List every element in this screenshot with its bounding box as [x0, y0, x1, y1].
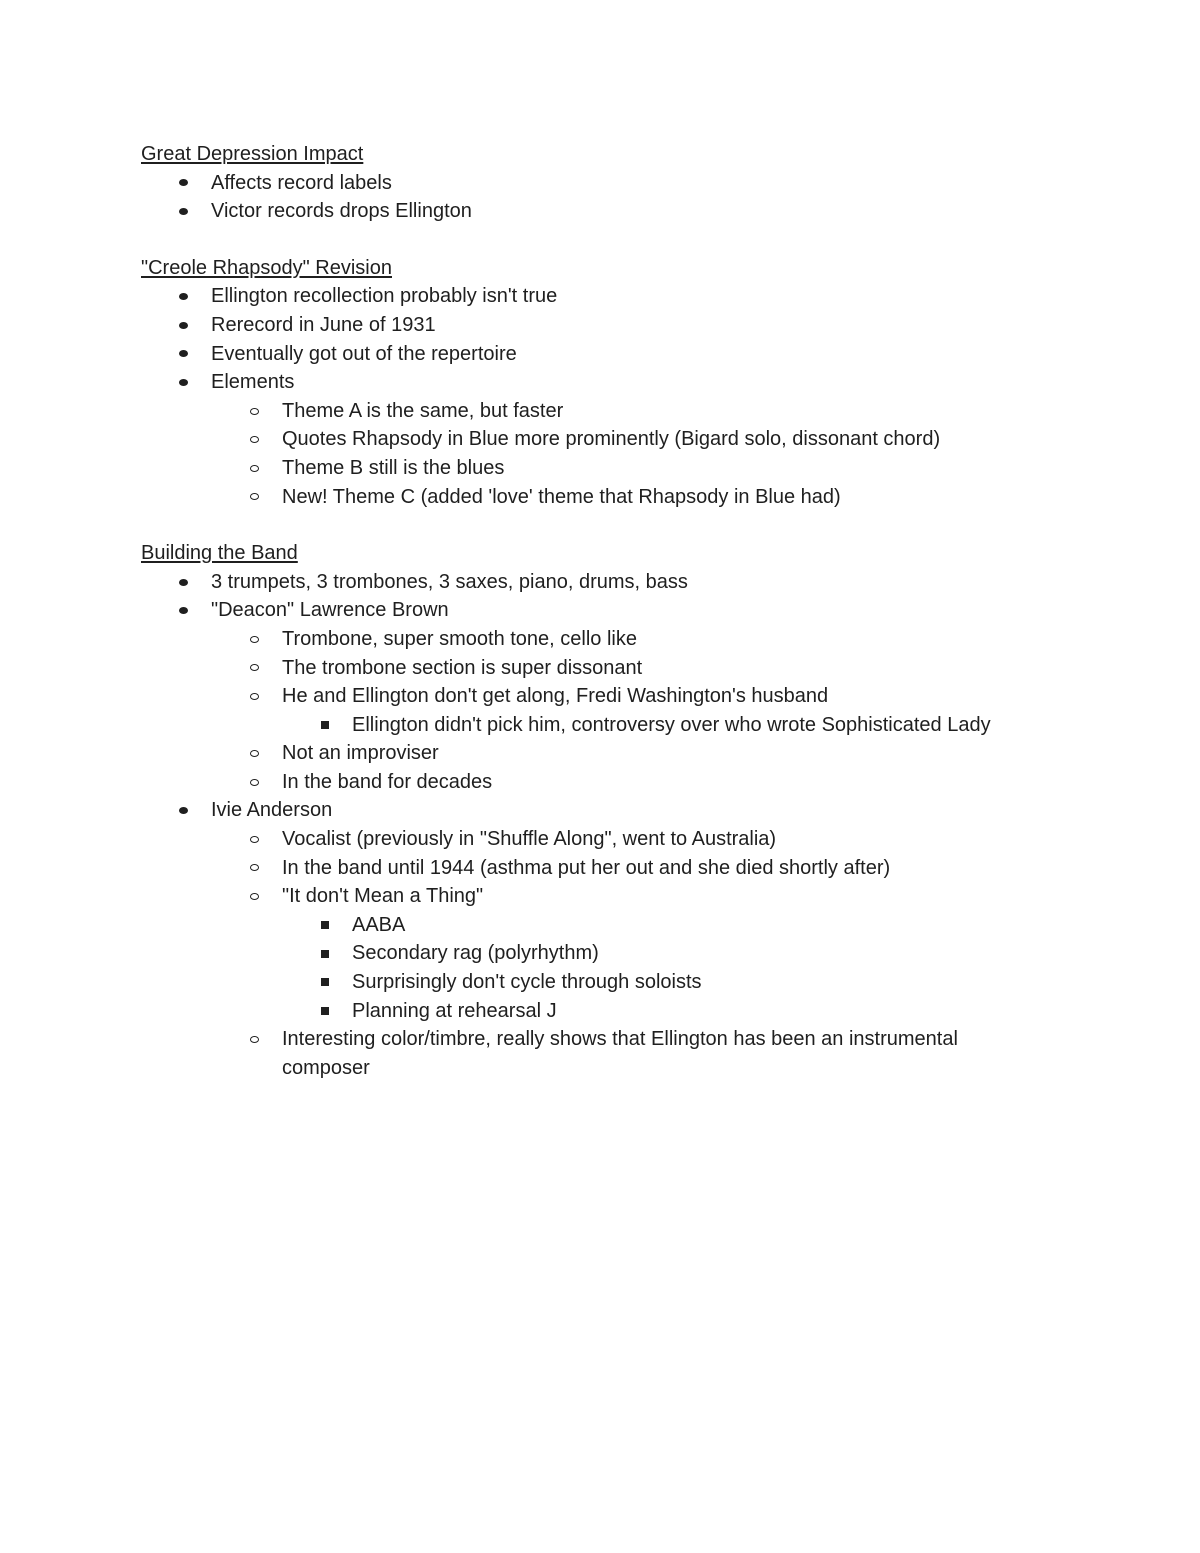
list-item-text: The trombone section is super dissonant [282, 656, 643, 679]
list-item-text: Theme A is the same, but faster [282, 399, 564, 422]
list-subitem [141, 854, 1071, 883]
section-heading: "Creole Rhapsody" Revision [141, 256, 392, 279]
filled-circle-bullet-icon [179, 322, 188, 329]
list-item-text-continued: composer [282, 1056, 370, 1079]
list-item-text: AABA [352, 913, 406, 936]
list-subitem [141, 625, 1071, 654]
filled-circle-bullet-icon [179, 208, 188, 215]
hollow-circle-bullet-icon [250, 636, 259, 643]
filled-square-bullet-icon [321, 921, 329, 929]
list-subsubitem [141, 997, 1071, 1026]
list-subitem [141, 825, 1071, 854]
bullet-list [141, 169, 1071, 226]
list-subitem [141, 397, 1071, 426]
hollow-circle-bullet-icon [250, 1036, 259, 1043]
filled-circle-bullet-icon [179, 579, 188, 586]
hollow-circle-bullet-icon [250, 893, 259, 900]
list-item [141, 568, 1071, 597]
hollow-circle-bullet-icon [250, 750, 259, 757]
list-subsubitem [141, 939, 1071, 968]
list-item [141, 368, 1071, 397]
bullet-list [141, 568, 1071, 1083]
list-item [141, 197, 1071, 226]
filled-circle-bullet-icon [179, 350, 188, 357]
list-item-text: Trombone, super smooth tone, cello like [282, 627, 637, 650]
list-item-text: Victor records drops Ellington [211, 200, 472, 223]
list-item-text: Rerecord in June of 1931 [211, 313, 436, 336]
hollow-circle-bullet-icon [250, 664, 259, 671]
list-item [141, 169, 1071, 198]
filled-square-bullet-icon [321, 978, 329, 986]
bullet-list [141, 282, 1071, 511]
list-item-text: Secondary rag (polyrhythm) [352, 942, 599, 965]
list-subitem [141, 483, 1071, 512]
list-item-text: In the band until 1944 (asthma put her out and she died shortly after) [282, 856, 891, 879]
hollow-circle-bullet-icon [250, 864, 259, 871]
filled-circle-bullet-icon [179, 607, 188, 614]
hollow-circle-bullet-icon [250, 836, 259, 843]
list-subsubitem [141, 711, 1071, 740]
list-subitem [141, 654, 1071, 683]
list-item-text: Eventually got out of the repertoire [211, 342, 517, 365]
list-item [141, 282, 1071, 311]
section-creole-rhapsody [141, 254, 1071, 511]
filled-circle-bullet-icon [179, 293, 188, 300]
filled-circle-bullet-icon [179, 379, 188, 386]
filled-square-bullet-icon [321, 1007, 329, 1015]
list-item [141, 311, 1071, 340]
list-subitem [141, 739, 1071, 768]
hollow-circle-bullet-icon [250, 779, 259, 786]
list-item [141, 796, 1071, 825]
list-subitem [141, 768, 1071, 797]
list-item-text: Not an improviser [282, 742, 439, 765]
hollow-circle-bullet-icon [250, 693, 259, 700]
hollow-circle-bullet-icon [250, 493, 259, 500]
hollow-circle-bullet-icon [250, 436, 259, 443]
list-item-text: Planning at rehearsal J [352, 999, 557, 1022]
list-subitem [141, 454, 1071, 483]
list-item-text: Surprisingly don't cycle through soloists [352, 971, 702, 994]
list-item-text: In the band for decades [282, 770, 493, 793]
filled-circle-bullet-icon [179, 807, 188, 814]
list-item-text: Affects record labels [211, 171, 392, 194]
list-item [141, 596, 1071, 625]
hollow-circle-bullet-icon [250, 408, 259, 415]
list-item-text: "Deacon" Lawrence Brown [211, 599, 449, 622]
filled-circle-bullet-icon [179, 179, 188, 186]
list-item-text: Ivie Anderson [211, 799, 333, 822]
list-item-text: New! Theme C (added 'love' theme that Rhapsody in Blue had) [282, 485, 841, 508]
filled-square-bullet-icon [321, 950, 329, 958]
section-building-the-band [141, 539, 1071, 1082]
section-heading: Building the Band [141, 542, 298, 565]
document-body [141, 140, 1071, 1110]
list-item-text: Quotes Rhapsody in Blue more prominently (Bigard solo, dissonant chord) [282, 428, 941, 451]
list-subitem [141, 682, 1071, 711]
list-item-text: He and Ellington don't get along, Fredi Washington's husband [282, 685, 829, 708]
list-subsubitem [141, 911, 1071, 940]
list-subsubitem [141, 968, 1071, 997]
list-item-text: Ellington didn't pick him, controversy over who wrote Sophisticated Lady [352, 713, 991, 736]
section-great-depression [141, 140, 1071, 226]
list-item-text: Elements [211, 371, 295, 394]
list-subitem [141, 1025, 1071, 1082]
list-subitem [141, 882, 1071, 911]
list-item-text: 3 trumpets, 3 trombones, 3 saxes, piano, drums, bass [211, 570, 688, 593]
section-heading: Great Depression Impact [141, 143, 364, 165]
list-subitem [141, 425, 1071, 454]
list-item-text: Ellington recollection probably isn't true [211, 285, 558, 308]
list-item-text: Interesting color/timbre, really shows that Ellington has been an instrumental [282, 1028, 958, 1051]
filled-square-bullet-icon [321, 721, 329, 729]
list-item-text: "It don't Mean a Thing" [282, 885, 484, 908]
list-item-text: Vocalist (previously in "Shuffle Along", went to Australia) [282, 828, 777, 851]
hollow-circle-bullet-icon [250, 465, 259, 472]
list-item [141, 340, 1071, 369]
list-item-text: Theme B still is the blues [282, 456, 505, 479]
